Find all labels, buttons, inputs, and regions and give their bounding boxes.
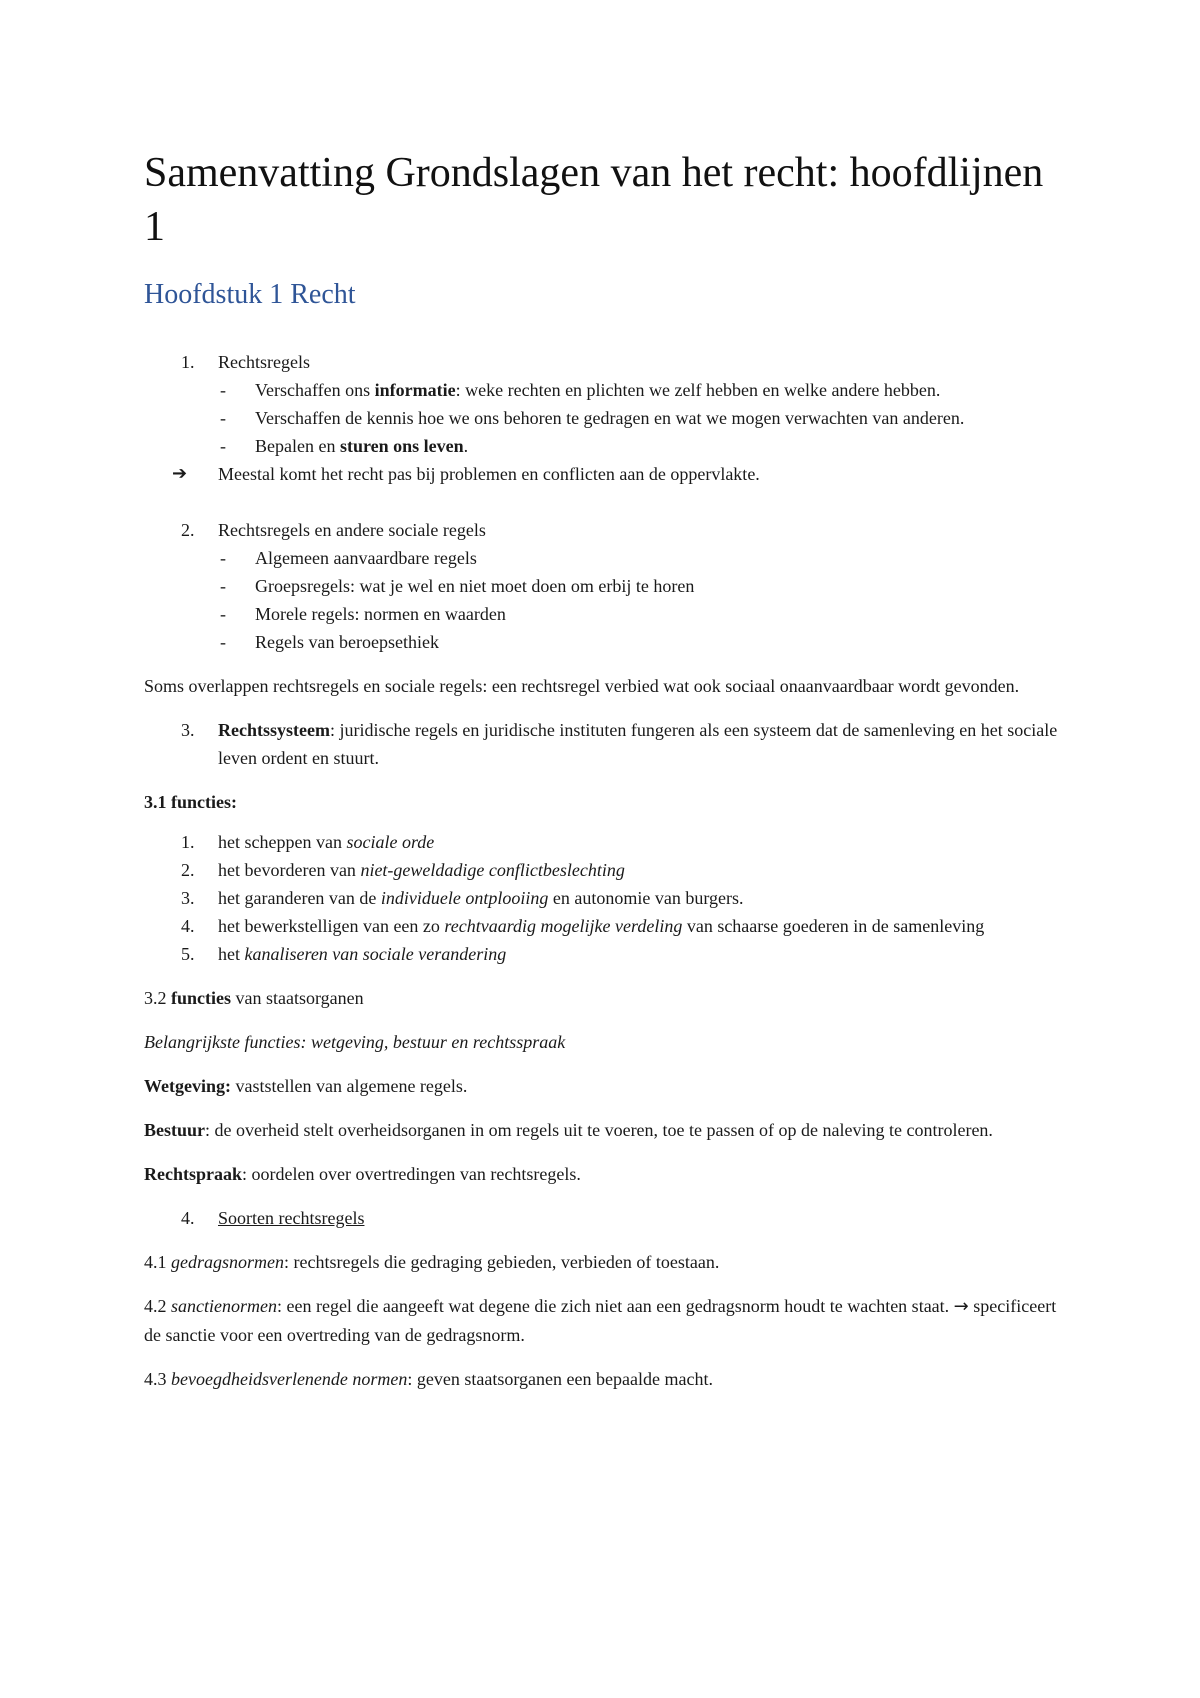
arrow-icon: → — [953, 1296, 969, 1317]
subsection-3-1-heading: 3.1 functies: — [144, 792, 237, 812]
list-item: - Verschaffen ons informatie: weke rechten en plichten we zelf hebben en welke andere hebben. — [220, 380, 941, 400]
list-item: - Algemeen aanvaardbare regels — [220, 548, 477, 568]
arrow-note: ➔ Meestal komt het recht pas bij problemen en conflicten aan de oppervlakte. — [144, 460, 1072, 488]
list-item: - Groepsregels: wat je wel en niet moet doen om erbij te horen — [220, 576, 695, 596]
list-item: 1. het scheppen van sociale orde — [181, 832, 435, 852]
rechtspraak-paragraph: Rechtspraak: oordelen over overtredingen van rechtsregels. — [144, 1164, 581, 1184]
norm-4-1: 4.1 gedragsnormen: rechtsregels die gedraging gebieden, verbieden of toestaan. — [144, 1252, 720, 1272]
list-item: 4. het bewerkstelligen van een zo rechtvaardig mogelijke verdeling van schaarse goederen in de samenleving — [181, 916, 985, 936]
section-3-heading: 3. Rechtssysteem: juridische regels en juridische instituten fungeren als een systeem dat de samenleving en het sociale leven ordent en stuurt. — [181, 720, 1058, 768]
list-item: - Regels van beroepsethiek — [220, 632, 439, 652]
list-item: - Verschaffen de kennis hoe we ons behoren te gedragen en wat we mogen verwachten van anderen. — [220, 408, 965, 428]
list-item: 3. het garanderen van de individuele ontplooiing en autonomie van burgers. — [181, 888, 744, 908]
wetgeving-paragraph: Wetgeving: vaststellen van algemene regels. — [144, 1076, 468, 1096]
chapter-heading: Hoofdstuk 1 Recht — [144, 279, 356, 310]
section-4-heading: 4. Soorten rechtsregels — [181, 1208, 365, 1228]
document-content — [144, 146, 1072, 1393]
norm-4-2: 4.2 sanctienormen: een regel die aangeeft wat degene die zich niet aan een gedragsnorm houdt te wachten staat. → specificeert de sanctie voor een overtreding van de gedragsnorm. — [144, 1296, 1057, 1345]
section-1-heading: 1. Rechtsregels — [181, 352, 310, 372]
list-item: 2. het bevorderen van niet-geweldadige conflictbeslechting — [181, 860, 625, 880]
document-title: Samenvatting Grondslagen van het recht: hoofdlijnen 1 — [144, 150, 1044, 250]
subsection-3-2-heading: 3.2 functies van staatsorganen — [144, 988, 364, 1008]
list-item: - Morele regels: normen en waarden — [220, 604, 506, 624]
overlap-paragraph: Soms overlappen rechtsregels en sociale regels: een rechtsregel verbied wat ook sociaal onaanvaardbaar wordt gevonden. — [144, 676, 1020, 696]
arrow-icon: ➔ — [172, 463, 188, 484]
section-2-heading: 2. Rechtsregels en andere sociale regels — [181, 520, 486, 540]
bestuur-paragraph: Bestuur: de overheid stelt overheidsorganen in om regels uit te voeren, toe te passen of op de naleving te controleren. — [144, 1120, 993, 1140]
list-item: - Bepalen en sturen ons leven. — [220, 436, 469, 456]
list-item: 5. het kanaliseren van sociale verandering — [181, 944, 507, 964]
norm-4-3: 4.3 bevoegdheidsverlenende normen: geven staatsorganen een bepaalde macht. — [144, 1369, 713, 1389]
main-functions-line: Belangrijkste functies: wetgeving, bestuur en rechtsspraak — [144, 1032, 566, 1052]
